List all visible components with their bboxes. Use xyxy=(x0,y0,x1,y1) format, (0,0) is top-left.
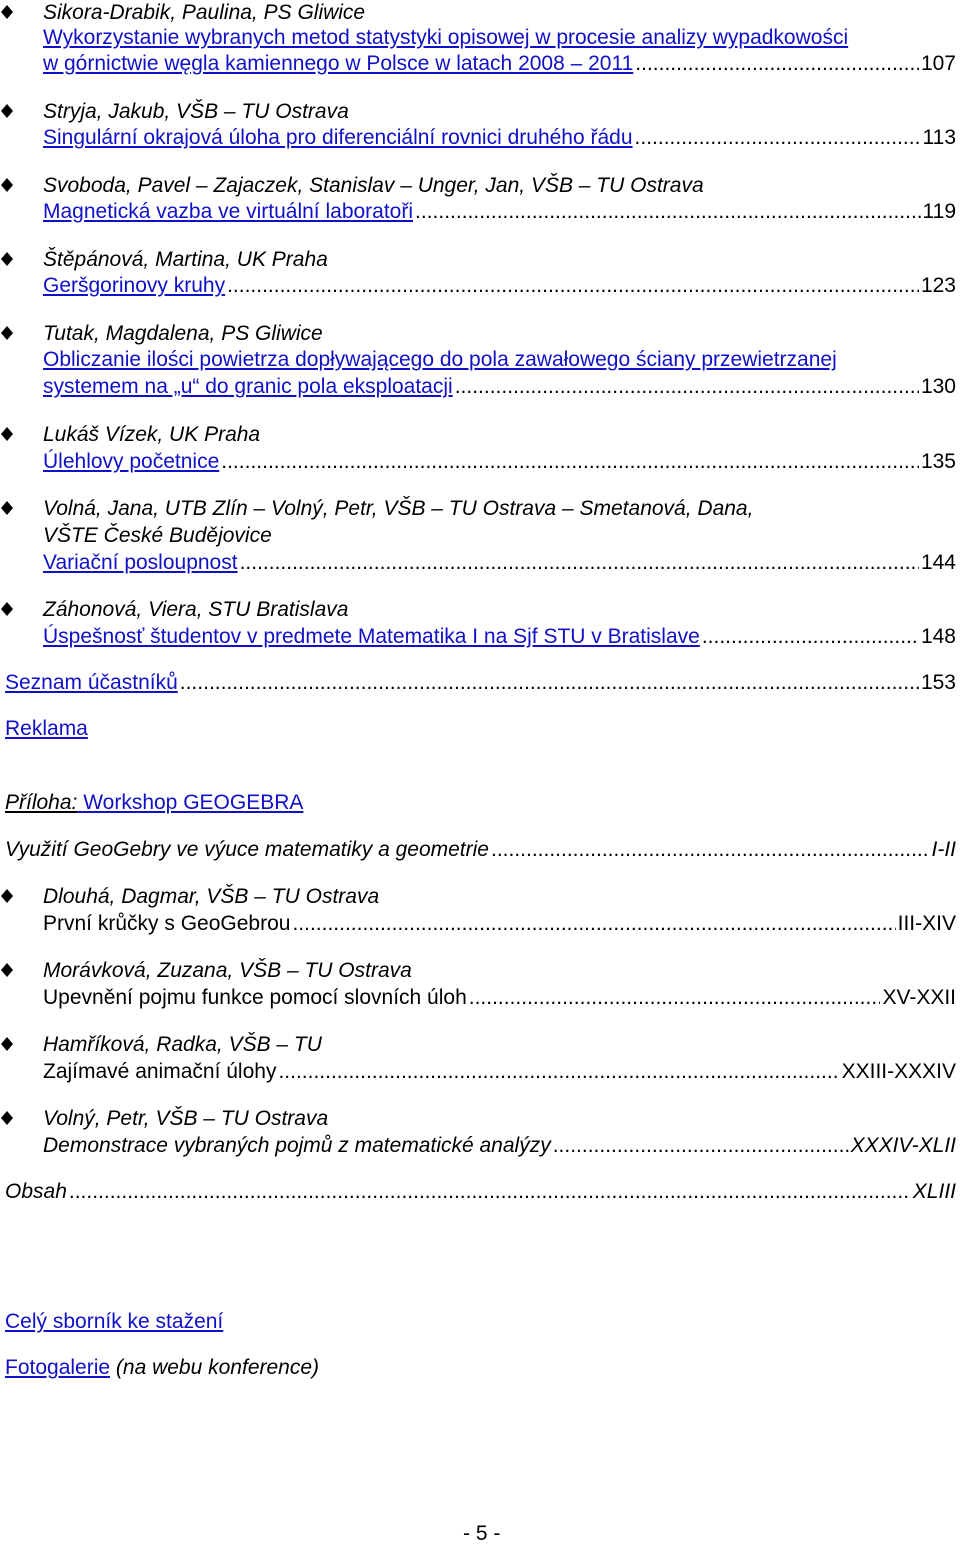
entry-title-link[interactable]: Úspešnosť študentov v predmete Matematika I na Sjf STU v Bratislave xyxy=(43,625,700,648)
dot-leader xyxy=(702,624,919,650)
entry-page-number: 113 xyxy=(922,126,956,149)
dot-leader xyxy=(491,837,930,863)
entry-page-number: III-XIV xyxy=(897,912,956,935)
entry-title-link[interactable]: Úlehlovy početnice xyxy=(43,450,220,473)
download-line[interactable] xyxy=(5,1309,223,1335)
dot-leader xyxy=(180,670,919,696)
participants-page-number: 153 xyxy=(920,671,956,694)
gallery-line xyxy=(5,1355,319,1381)
diamond-bullet-icon xyxy=(1,1037,13,1051)
entry-title-line[interactable] xyxy=(43,550,956,576)
appendix-line xyxy=(5,790,303,816)
entry-title-line[interactable] xyxy=(43,51,956,77)
dot-leader xyxy=(469,985,881,1011)
diamond-bullet-icon xyxy=(1,602,13,616)
entry-page-number: 119 xyxy=(922,200,956,223)
entry-title-line[interactable] xyxy=(43,449,956,475)
entry-title-link[interactable]: Singulární okrajová úloha pro diferenciální rovnici druhého řádu xyxy=(43,126,633,149)
page-number: - 5 - xyxy=(463,1522,501,1545)
gallery-note: (na webu konference) xyxy=(110,1356,320,1379)
entry-title-link[interactable]: w górnictwie węgla kamiennego w Polsce w latach 2008 – 2011 xyxy=(43,52,634,75)
participants-link[interactable]: Seznam účastníků xyxy=(5,671,178,694)
diamond-bullet-icon xyxy=(1,5,13,19)
entry-author: Hamříková, Radka, VŠB – TU xyxy=(43,1033,322,1056)
entry-title-line xyxy=(43,1133,956,1159)
entry-author: Volná, Jana, UTB Zlín – Volný, Petr, VŠB – TU Ostrava – Smetanová, Dana, xyxy=(43,497,754,520)
dot-leader xyxy=(635,51,919,77)
geogebra-heading-page: I-II xyxy=(931,838,956,861)
entry-title-line[interactable] xyxy=(43,273,956,299)
entry-title-line[interactable] xyxy=(43,199,956,225)
entry-page-number: 144 xyxy=(920,551,956,574)
appendix-label: Příloha: xyxy=(5,791,78,814)
dot-leader xyxy=(455,374,919,400)
dot-leader xyxy=(221,449,919,475)
entry-author: Morávková, Zuzana, VŠB – TU Ostrava xyxy=(43,959,412,982)
dot-leader xyxy=(69,1179,911,1205)
geogebra-heading-line xyxy=(5,837,956,863)
entry-title: První krůčky s GeoGebrou xyxy=(43,912,291,935)
entry-title-link[interactable]: systemem na „u“ do granic pola eksploatacji xyxy=(43,375,453,398)
diamond-bullet-icon xyxy=(1,326,13,340)
entry-page-number: XV-XXII xyxy=(882,986,956,1009)
appendix-link[interactable]: Workshop GEOGEBRA xyxy=(77,791,304,814)
gallery-link[interactable]: Fotogalerie xyxy=(5,1356,111,1379)
entry-page-number: 130 xyxy=(920,375,956,398)
entry-title-line[interactable] xyxy=(43,624,956,650)
dot-leader xyxy=(553,1133,849,1159)
dot-leader xyxy=(415,199,920,225)
contents-page: XLIII xyxy=(912,1180,956,1203)
dot-leader xyxy=(240,550,919,576)
entry-title-line[interactable] xyxy=(43,125,956,151)
entry-page-number: 123 xyxy=(920,274,956,297)
entry-title-link[interactable]: Obliczanie ilości powietrza dopływającego do pola zawałowego ściany przewietrzanej xyxy=(43,348,837,371)
contents-line xyxy=(5,1179,956,1205)
entry-author: Volný, Petr, VŠB – TU Ostrava xyxy=(43,1107,329,1130)
diamond-bullet-icon xyxy=(1,1111,13,1125)
dot-leader xyxy=(278,1059,839,1085)
entry-page-number: XXXIV-XLII xyxy=(850,1134,956,1157)
entry-author: Stryja, Jakub, VŠB – TU Ostrava xyxy=(43,100,349,123)
download-link[interactable]: Celý sborník ke stažení xyxy=(5,1310,224,1333)
dot-leader xyxy=(227,273,919,299)
entry-title: Zajímavé animační úlohy xyxy=(43,1060,277,1083)
entry-title-line xyxy=(43,911,956,937)
entry-title-link[interactable]: Variační posloupnost xyxy=(43,551,238,574)
entry-page-number: 135 xyxy=(920,450,956,473)
entry-title: Upevnění pojmu funkce pomocí slovních úloh xyxy=(43,986,467,1009)
diamond-bullet-icon xyxy=(1,178,13,192)
entry-author: Sikora-Drabik, Paulina, PS Gliwice xyxy=(43,1,366,24)
ads-link[interactable]: Reklama xyxy=(5,717,88,740)
entry-title-link[interactable]: Wykorzystanie wybranych metod statystyki opisowej w procesie analizy wypadkowości xyxy=(43,26,849,49)
entry-author: Svoboda, Pavel – Zajaczek, Stanislav – Unger, Jan, VŠB – TU Ostrava xyxy=(43,174,704,197)
entry-author: Dlouhá, Dagmar, VŠB – TU Ostrava xyxy=(43,885,380,908)
dot-leader xyxy=(635,125,921,151)
entry-title-line xyxy=(43,1059,956,1085)
diamond-bullet-icon xyxy=(1,427,13,441)
entry-author: VŠTE České Budějovice xyxy=(43,524,272,547)
diamond-bullet-icon xyxy=(1,963,13,977)
entry-author: Štěpánová, Martina, UK Praha xyxy=(43,248,328,271)
dot-leader xyxy=(292,911,895,937)
contents-title: Obsah xyxy=(5,1180,67,1203)
diamond-bullet-icon xyxy=(1,501,13,515)
entry-title-link[interactable]: Geršgorinovy kruhy xyxy=(43,274,226,297)
entry-title-line[interactable] xyxy=(43,25,956,51)
entry-page-number: 107 xyxy=(920,52,956,75)
entry-page-number: XXIII-XXXIV xyxy=(841,1060,956,1083)
diamond-bullet-icon xyxy=(1,252,13,266)
entry-title-link[interactable]: Magnetická vazba ve virtuální laboratoři xyxy=(43,200,414,223)
geogebra-heading: Využití GeoGebry ve výuce matematiky a geometrie xyxy=(5,838,489,861)
diamond-bullet-icon xyxy=(1,104,13,118)
entry-author: Záhonová, Viera, STU Bratislava xyxy=(43,598,349,621)
entry-author: Lukáš Vízek, UK Praha xyxy=(43,423,261,446)
entry-author: Tutak, Magdalena, PS Gliwice xyxy=(43,322,323,345)
diamond-bullet-icon xyxy=(1,889,13,903)
entry-title: Demonstrace vybraných pojmů z matematické analýzy xyxy=(43,1134,551,1157)
entry-title-line[interactable] xyxy=(43,347,956,373)
participants-line[interactable] xyxy=(5,670,956,696)
entry-title-line xyxy=(43,985,956,1011)
entry-page-number: 148 xyxy=(920,625,956,648)
entry-title-line[interactable] xyxy=(43,374,956,400)
ads-line[interactable] xyxy=(5,716,88,742)
